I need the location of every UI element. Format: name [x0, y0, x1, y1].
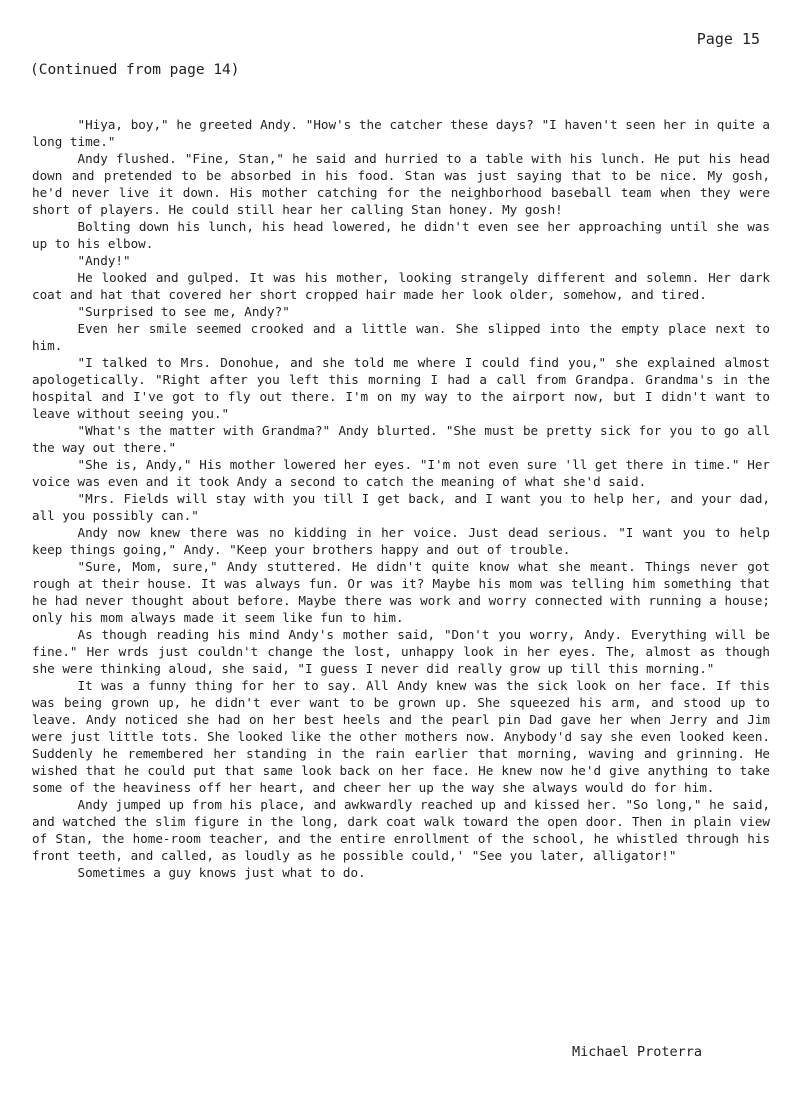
paragraph: "Surprised to see me, Andy?" [77, 304, 290, 319]
paragraph: He looked and gulped. It was his mother, looking strangely different and solemn. Her dark coat and hat that covered her short cropped hair made her look older, somehow, and tired. [32, 270, 770, 302]
author-signature: Michael Proterra [571, 1044, 702, 1060]
paragraph: "Hiya, boy," he greeted Andy. "How's the catcher these days? "I haven't seen her in quite a long time." [32, 117, 770, 149]
paragraph: "Andy!" [77, 253, 131, 268]
paragraph: Andy now knew there was no kidding in her voice. Just dead serious. "I want you to help keep things going," Andy. "Keep your brothers happy and out of trouble. [32, 525, 770, 557]
paragraph: Andy jumped up from his place, and awkwardly reached up and kissed her. "So long," he said, and watched the slim figure in the long, dark coat walk toward the open door. Then in plain view of Stan, the home-room teacher, and the entire enrollment of the school, he whistled through his front teeth, and called, as loudly as he possible could,' "See you later, alligator!" [32, 797, 770, 863]
paragraph: "Sure, Mom, sure," Andy stuttered. He didn't quite know what she meant. Things never got rough at their house. It was always fun. Or was it? Maybe his mom was telling him something that he had never thought about before. Maybe there was work and worry connected with running a house; only his mom always made it seem like fun to him. [32, 559, 770, 625]
paragraph: "Mrs. Fields will stay with you till I get back, and I want you to help her, and your dad, all you possibly can." [32, 491, 770, 523]
paragraph: Sometimes a guy knows just what to do. [77, 865, 366, 880]
story-body [32, 116, 770, 881]
continued-note: (Continued from page 14) [30, 62, 240, 78]
page-number: Page 15 [696, 30, 760, 48]
paragraph: "I talked to Mrs. Donohue, and she told me where I could find you," she explained almost apologetically. "Right after you left this morning I had a call from Grandpa. Grandma's in the hospital and I've got to fly out there. I'm on my way to the airport now, but I didn't want to leave without seeing you." [32, 355, 770, 421]
paragraph: Andy flushed. "Fine, Stan," he said and hurried to a table with his lunch. He put his head down and pretended to be absorbed in his food. Stan was just saying that to be nice. My gosh, he'd never live it down. His mother catching for the neighborhood baseball team when they were short of players. He could still hear her calling Stan honey. My gosh! [32, 151, 770, 217]
paragraph: It was a funny thing for her to say. All Andy knew was the sick look on her face. If this was being grown up, he didn't ever want to be grown up. She squeezed his arm, and stood up to leave. Andy noticed she had on her best heels and the pearl pin Dad gave her when Jerry and Jim were just little tots. She looked like the other mothers now. Anybody'd say she even looked keen. Suddenly he remembered her standing in the rain earlier that morning, waving and grinning. He wished that he could put that same look back on her face. He knew now he'd give anything to take some of the heaviness off her heart, and cheer her up the way she always would do for him. [32, 678, 770, 795]
paragraph: Bolting down his lunch, his head lowered, he didn't even see her approaching until she was up to his elbow. [32, 219, 770, 251]
paragraph: "What's the matter with Grandma?" Andy blurted. "She must be pretty sick for you to go all the way out there." [32, 423, 770, 455]
paragraph: As though reading his mind Andy's mother said, "Don't you worry, Andy. Everything will be fine." Her wrds just couldn't change the lost, unhappy look in her eyes. The, almost as though she were thinking aloud, she said, "I guess I never did really grow up till this morning." [32, 627, 770, 676]
paragraph: Even her smile seemed crooked and a little wan. She slipped into the empty place next to him. [32, 321, 770, 353]
paragraph: "She is, Andy," His mother lowered her eyes. "I'm not even sure 'll get there in time." Her voice was even and it took Andy a second to catch the meaning of what she'd said. [32, 457, 770, 489]
